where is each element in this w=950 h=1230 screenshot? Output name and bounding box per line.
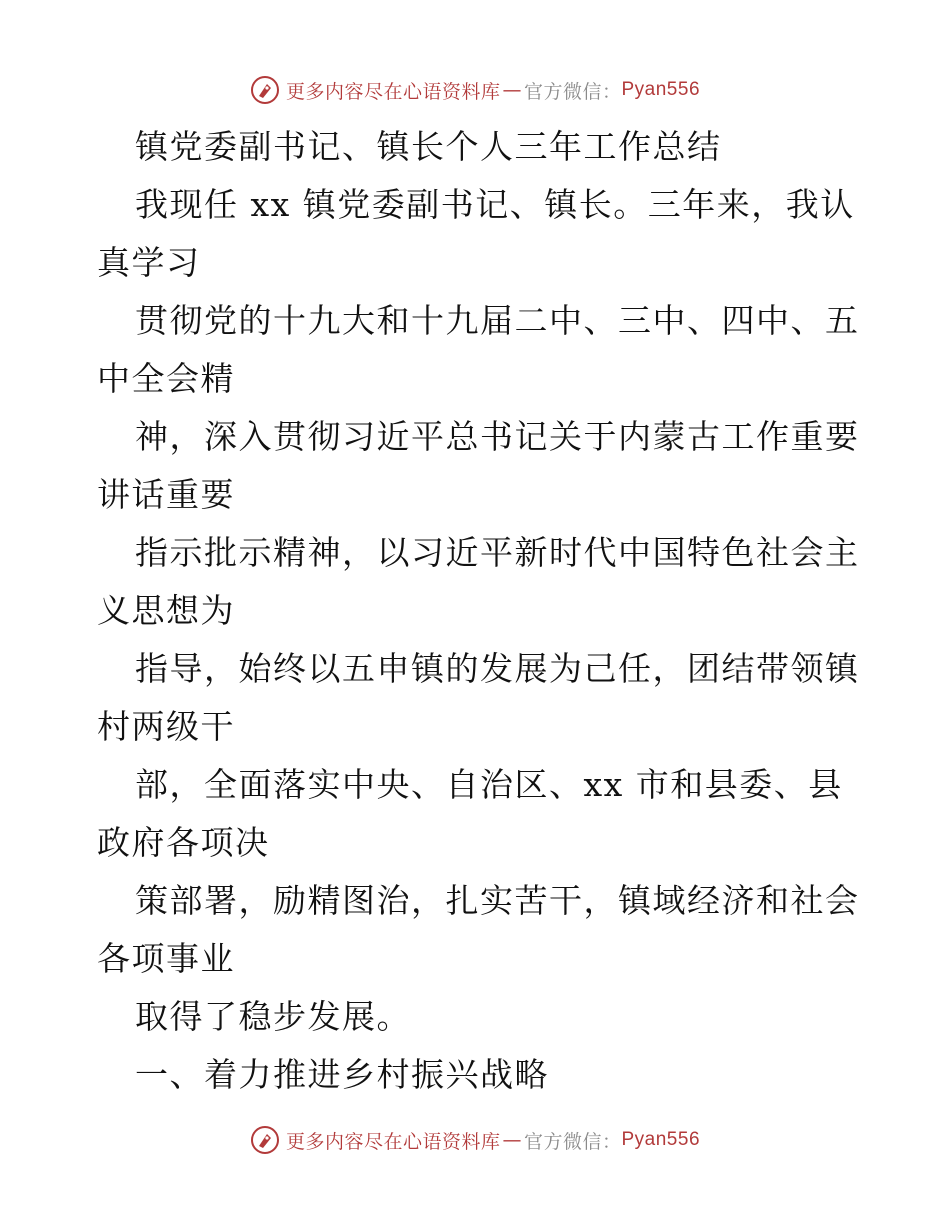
watermark-wechat-id: Pyan556	[621, 1129, 701, 1150]
paragraph-line: 神，深入贯彻习近平总书记关于内蒙古工作重要	[135, 417, 860, 456]
section-heading: 一、着力推进乡村振兴战略	[135, 1055, 549, 1094]
paragraph-line: 指导，始终以五申镇的发展为己任，团结带领镇	[135, 649, 860, 688]
paragraph-line: 中全会精	[97, 359, 235, 398]
document-body	[97, 118, 860, 1104]
pen-nib-logo-icon	[250, 1125, 280, 1155]
paragraph-line: 贯彻党的十九大和十九届二中、三中、四中、五	[135, 301, 860, 340]
paragraph-line: 部，全面落实中央、自治区、xx 市和县委、县	[135, 765, 843, 804]
paragraph-line: 取得了稳步发展。	[135, 997, 411, 1036]
paragraph-line: 义思想为	[97, 591, 235, 630]
paragraph-line: 政府各项决	[97, 823, 270, 862]
paragraph-line: 真学习	[97, 243, 201, 282]
paragraph-line: 策部署，励精图治，扎实苦干，镇域经济和社会	[135, 881, 860, 920]
watermark-separator: —	[502, 79, 522, 101]
document-title: 镇党委副书记、镇长个人三年工作总结	[135, 127, 722, 166]
header-watermark	[0, 70, 950, 110]
watermark-wechat-label: 官方微信：	[523, 1130, 622, 1153]
pen-nib-logo-icon	[250, 75, 280, 105]
watermark-wechat-label: 官方微信：	[523, 80, 622, 103]
footer-watermark	[0, 1120, 950, 1160]
paragraph-line: 各项事业	[97, 939, 235, 978]
watermark-main-text: 更多内容尽在心语资料库	[285, 1130, 501, 1153]
paragraph-line: 指示批示精神，以习近平新时代中国特色社会主	[135, 533, 860, 572]
paragraph-line: 我现任 xx 镇党委副书记、镇长。三年来，我认	[135, 185, 855, 224]
watermark-main-text: 更多内容尽在心语资料库	[285, 80, 501, 103]
paragraph-line: 讲话重要	[97, 475, 235, 514]
watermark-separator: —	[502, 1129, 522, 1151]
watermark-wechat-id: Pyan556	[621, 79, 701, 100]
paragraph-line: 村两级干	[97, 707, 235, 746]
